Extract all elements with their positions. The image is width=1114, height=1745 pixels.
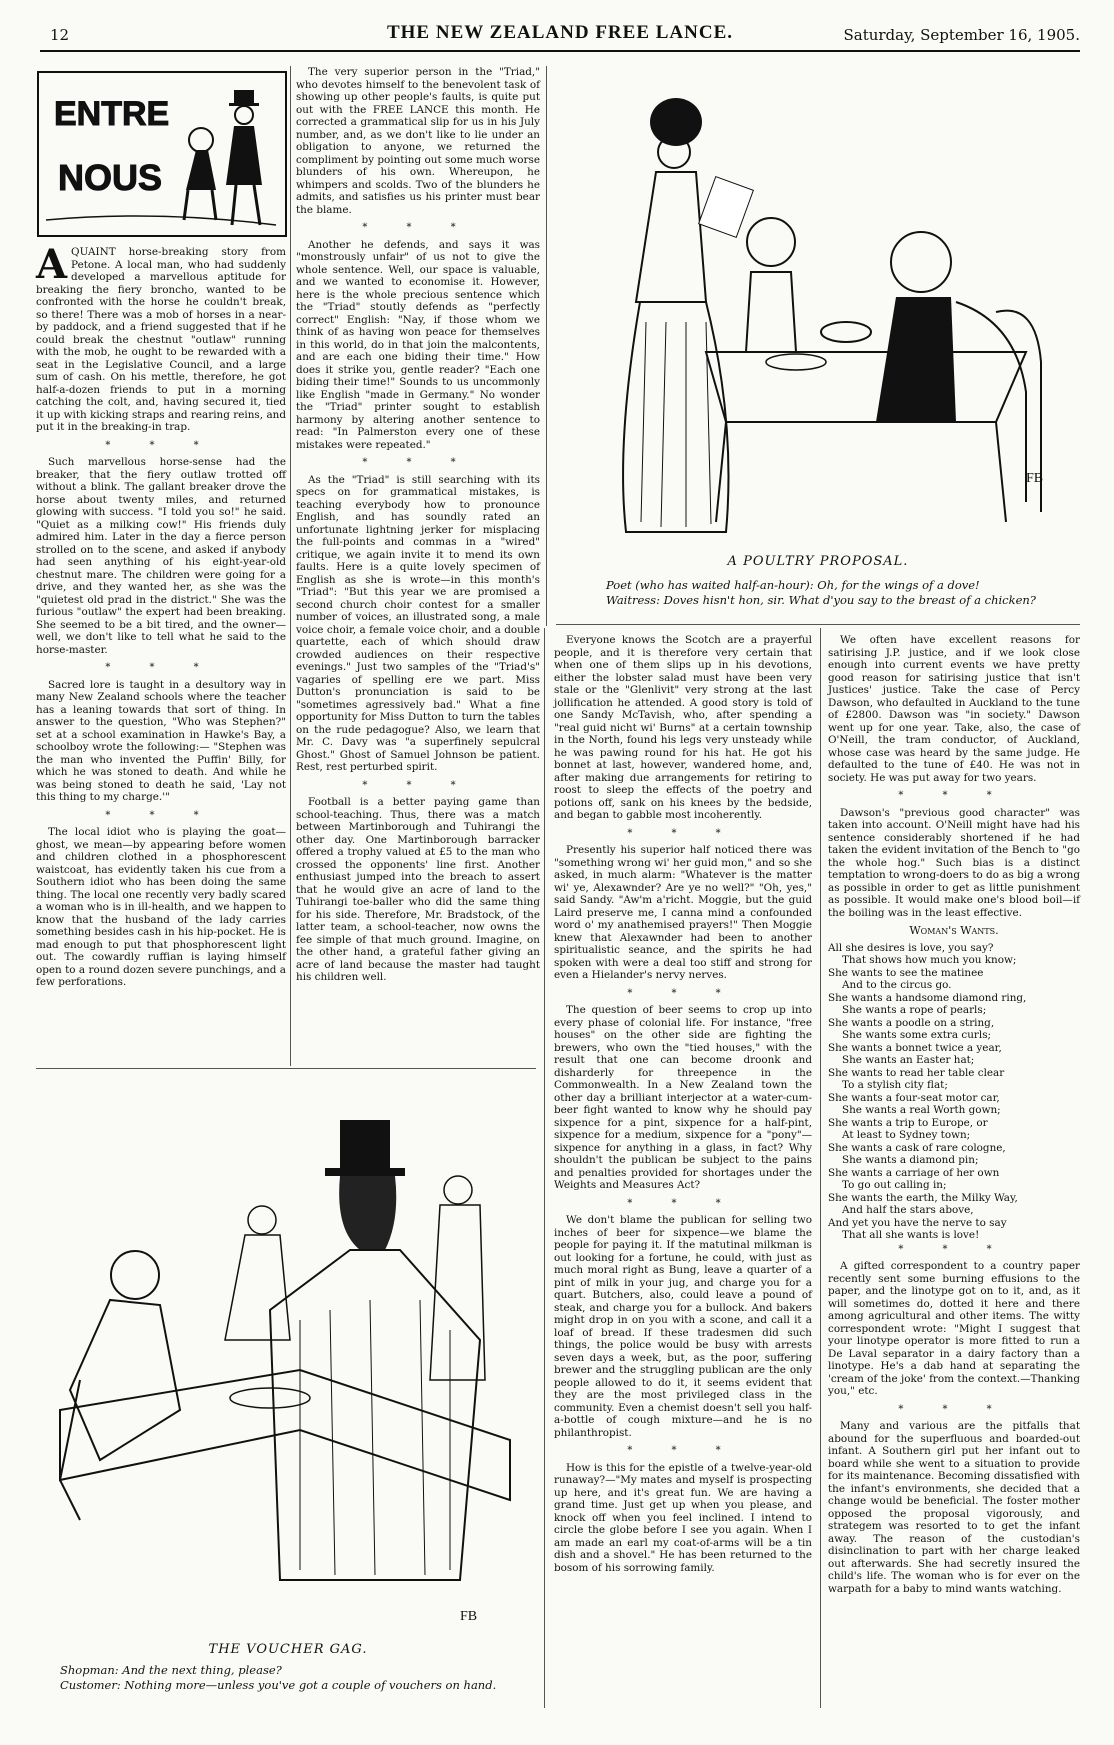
paragraph: Football is a better paying game than school-teaching. Thus, there was a match between Martinborough and Tuhirangi the other day. One Martinborough barracker offered a trophy valued at £5 to the man who crossed the opponents' line first. Another enthusiast jumped into the breach to assert that he would give an acre of land to the Tuhirangi toe-baller who did the same thing for his side. Therefore, Mr. Bradstock, of the latter team, a school-teacher, now owns the fee simple of that much ground. Imagine, on the other hand, a grateful father giving an acre of land because the master had taught his children well.	[296, 796, 540, 983]
paragraph: QUAINT horse-breaking story from Petone. A local man, who had suddenly developed a marvellous aptitude for breaking the fiery broncho, wanted to be confronted with the horse he couldn't break, so there! There was a mob of horses in a near-by paddock, and a friend suggested that if he could break the chestnut "outlaw" running with the mob, he ought to be rewarded with a seat in the Legislative Council, and a large sum of cash. On his mettle, therefore, he got half-a-dozen friends to put in a morning catching the colt, and, having secured it, tied it up with kicking straps and rearing reins, and put it in the breaking-in trap.	[36, 246, 286, 433]
dialogue-line: Waitress: Doves hisn't hon, sir. What d'you say to the breast of a chicken?	[606, 593, 1036, 607]
cartoon-title: THE VOUCHER GAG.	[208, 1642, 368, 1657]
cartoon-voucher-gag	[40, 1080, 536, 1640]
section-rule	[36, 1068, 536, 1069]
masthead-word-entre: ENTRE	[54, 95, 170, 133]
poem-line: That all she wants is love!	[842, 1229, 980, 1241]
poem-line: And yet you have the nerve to say	[828, 1216, 1007, 1229]
poem-line: She wants a carriage of her own	[828, 1166, 1000, 1179]
poem-line: She wants a cask of rare cologne,	[828, 1141, 1006, 1154]
masthead-illustration	[36, 70, 288, 238]
article-horse-breaking	[36, 241, 286, 434]
cartoon-illustration	[556, 62, 1080, 562]
column-rule	[544, 628, 545, 1708]
paragraph: How is this for the epistle of a twelve-year-old runaway?—"My mates and myself is prospecting up here, and it's great fun. We are having a grand time. Just get up when you please, and knock off when you feel inclined. I intend to circle the globe before I see you again. When I am made an earl my coat-of-arms will be a tin dish and a shovel." He has been returned to the bosom of his sorrowing family.	[554, 1461, 812, 1574]
section-divider: * * *	[105, 662, 217, 673]
poem-line: She wants to read her table clear	[828, 1066, 1005, 1079]
poem-line: At least to Sydney town;	[842, 1129, 971, 1141]
cartoon-illustration	[40, 1080, 536, 1640]
poem-title: Woman's Wants.	[909, 924, 999, 937]
paragraph: Such marvellous horse-sense had the breaker, that the fiery outlaw trotted off without a blink. The gallant breaker drove the horse about twenty miles, and returned glowing with success. "I told you so!" he said. "Quiet as a milking cow!" His friends duly admired him. Later in the day a fierce person strolled on to the scene, and asked if anybody had seen anything of his eight-year-old chestnut mare. The children were going for a drive, and they wanted her, as she was the "quietest old prad in the district." She was the furious "outlaw" the expert had been breaking. She seemed to be a bit tired, and the owner—well, we don't like to tell what he said to the horse-master.	[36, 456, 286, 656]
section-divider: * * *	[362, 779, 474, 791]
header-rule	[40, 50, 1080, 52]
cartoon-dialogue	[606, 578, 1076, 608]
section-divider: * * *	[627, 1197, 739, 1209]
poem-line: To go out calling in;	[842, 1179, 947, 1191]
section-divider: * * *	[898, 1243, 1010, 1255]
poem-line: And to the circus go.	[842, 979, 952, 991]
column-2	[296, 66, 540, 990]
svg-text:FB: FB	[460, 1609, 478, 1624]
section-divider: * * *	[627, 827, 739, 839]
section-divider: * * *	[898, 790, 1010, 801]
poem-line: She wants a diamond pin;	[842, 1154, 979, 1166]
poem-line: She wants a rope of pearls;	[842, 1004, 987, 1016]
poem-line: All she desires is love, you say?	[828, 941, 994, 954]
paragraph: A gifted correspondent to a country paper recently sent some burning effusions to the paper, and the linotype got on to it, and, as it will sometimes do, dotted it here and there among agricultural and other items. The witty correspondent wrote: "Might I suggest that your linotype operator is more fitted to run a De Laval separator in a dairy factory than a linotype. He's a dab hand at separating the 'cream of the joke' from the context.—Thanking you," etc.	[828, 1260, 1080, 1397]
section-divider: * * *	[627, 987, 739, 999]
paragraph: The local idiot who is playing the goat—ghost, we mean—by appearing before women and children clothed in a phosphorescent waistcoat, has evidently taken his cue from a Southern idiot who has been doing the same thing. The local one recently very badly scared a woman who is in ill-health, and we happen to know that the husband of the lady carries something besides cash in his hip-pocket. He is mad enough to put that phosphorescent light out. The cowardly ruffian is laying himself open to a round dozen severe punchings, and a few perforations.	[36, 826, 286, 988]
column-rule	[546, 66, 547, 626]
poem-line: To a stylish city flat;	[842, 1079, 948, 1091]
paragraph: Many and various are the pitfalls that abound for the superfluous and boarded-out infant. A Southern girl put her infant out to board while she went to a situation to provide for its maintenance. Becoming dissatisfied with the infant's environments, she decided that a change would be beneficial. The foster mother opposed the proposal vigorously, and strategem was resorted to to get the infant away. The reason of the custodian's disinclination to part with her charge leaked out afterwards. She had secretly insured the child's life. The woman who is for ever on the warpath for a baby to mind wants watching.	[828, 1420, 1080, 1595]
paragraph: The very superior person in the "Triad," who devotes himself to the benevolent task of showing up other people's faults, is quite put out with the FREE LANCE this month. He corrected a grammatical slip for us in his July number, and, as we don't like to lie under an obligation to anyone, we returned the compliment by pointing out some much worse blunders of his own. Whereupon, he whimpers and scolds. Two of the blunders he admits, and satisfies us his printer must bear the blame.	[296, 66, 540, 216]
section-divider: * * *	[105, 439, 217, 451]
poem-line: She wants a poodle on a string,	[828, 1016, 995, 1029]
poem-line: She wants an Easter hat;	[842, 1054, 975, 1066]
poem-line: She wants a handsome diamond ring,	[828, 991, 1027, 1004]
column-4	[828, 634, 1080, 1601]
section-rule	[556, 624, 1080, 625]
entre-nous-masthead	[36, 70, 288, 238]
paragraph: The question of beer seems to crop up into every phase of colonial life. For instance, "free houses" on the other side are fighting the brewers, who own the "tied houses," with the result that one can become droonk and disharderly for threepence in the Commonwealth. In a New Zealand town the other day a brilliant interjector at a water-cum-beer fight wanted to know why he should pay sixpence for a pint, sixpence for a half-pint, sixpence for a medium, sixpence for a "pony"—sixpence for anything in a glass, in fact? Why shouldn't the publican be subject to the pains and penalties provided for shortages under the Weights and Measures Act?	[554, 1004, 812, 1191]
paragraph: As the "Triad" is still searching with its specs on for grammatical mistakes, is teaching everybody how to pronounce English, and has soundly rated an unfortunate lightning jerker for misplacing the full-points and commas in a "wired" critique, we again invite it to mend its own faults. Here is a quite lovely specimen of English as she is wrote—in this month's "Triad": "But this year we are promised a second church choir contest for a smaller number of voices, an illustrated song, a male voice choir, a female voice choir, and a double quartette, each of which should draw crowded audiences on their respective evenings." Just two samples of the "Triad's" vagaries of spelling ere we part. Miss Dutton's pronunciation is said to be "sometimes agressively bad." What a fine opportunity for Miss Dutton to turn the tables on the rude pedagogue? Also, we learn that Mr. C. Davy was "a superfinely sepulcral Ghost." Ghost of Samuel Johnson be patient. Rest, rest perturbed spirit.	[296, 473, 540, 773]
section-divider: * * *	[627, 1445, 739, 1456]
paragraph: Dawson's "previous good character" was taken into account. O'Neill might have had his sentence considerably shortened if he had taken the evident invitation of the Bench to "go the whole hog." Such bias is a distinct temptation to wrong-doers to do as big a wrong as possible in order to get as little punishment as possible. It would make one's blood boil—if the boiling was in the least effective.	[828, 806, 1080, 919]
poem-line: She wants a four-seat motor car,	[828, 1091, 1000, 1104]
paragraph: Another he defends, and says it was "monstrously unfair" of us not to give the whole sentence. Well, our space is valuable, and we wanted to economise it. However, here is the whole precious sentence which the "Triad" stoutly defends as "perfectly correct" English: "Nay, if those whom we think of as having won peace for themselves in this world, do in that join the malcontents, and are each one biding their time." How does it strike you, gentle reader? "Each one biding their time!" Sounds to us uncommonly like English "made in Germany." No wonder the "Triad" printer sought to establish harmony by altering another sentence to read: "In Palmerston every one of these mistakes were repeated."	[296, 238, 540, 451]
paragraph: Sacred lore is taught in a desultory way in many New Zealand schools where the teacher has a leaning towards that sort of thing. In answer to the question, "Who was Stephen?" set at a school examination in Hawke's Bay, a schoolboy wrote the following:— "Stephen was the man who invented the Puffin' Billy, for which he was stoned to death. And while he was being stoned to death he said, 'Lay not this thing to my charge.'"	[36, 678, 286, 803]
poem-line: That shows how much you know;	[842, 954, 1017, 966]
dialogue-line: Customer: Nothing more—unless you've got a couple of vouchers on hand.	[60, 1678, 497, 1692]
cartoon-poultry-proposal	[556, 62, 1080, 569]
poem-line: She wants a real Worth gown;	[842, 1104, 1001, 1116]
cartoon-title: A POULTRY PROPOSAL.	[727, 554, 909, 569]
poem-womans-wants	[828, 942, 1080, 1242]
poem-line: She wants a bonnet twice a year,	[828, 1041, 1002, 1054]
section-divider: * * *	[898, 1403, 1010, 1415]
paragraph: Presently his superior half noticed there was "something wrong wi' her guid mon," and so she asked, in much alarm: "Whatever is the matter wi' ye, Alexawnder? Are ye no well?" "Oh, yes," said Sandy. "Aw'm a'richt. Moggie, but the guid Laird preserve me, I canna mind a confounded word o' my anathemised prayers!" Then Moggie knew that Alexawnder had been to another spiritualistic seance, and the spirits he had spoken with were a deal too stiff and strong for even a Hielander's nervy nerves.	[554, 844, 812, 981]
poem-line: She wants the earth, the Milky Way,	[828, 1191, 1018, 1204]
poem-line: She wants a trip to Europe, or	[828, 1116, 988, 1129]
column-3	[554, 634, 812, 1580]
dialogue-line: Shopman: And the next thing, please?	[60, 1663, 282, 1677]
paragraph: We don't blame the publican for selling two inches of beer for sixpence—we blame the people for paying it. If the matutinal milkman is out looking for a fortune, he could, with just as much moral right as Bung, leave a quarter of a pint of milk in your jug, and charge you for a quart. Butchers, also, could leave a pound of steak, and charge you for a bullock. And bakers might drop in on you with a scone, and call it a loaf of bread. If these tradesmen did such things, the police would be busy with arrests seven days a week, but, as the poor, suffering brewer and the struggling publican are the only people allowed to do it, it seems evident that they are the most privileged class in the community. Even a chemist doesn't sell you half-a-bottle of cough mixture—and he is no philanthropist.	[554, 1214, 812, 1439]
section-divider: * * *	[362, 222, 474, 233]
page-header	[40, 22, 1080, 52]
publication-title: THE NEW ZEALAND FREE LANCE.	[386, 22, 733, 43]
cartoon-caption	[40, 1642, 536, 1693]
svg-text:FB: FB	[1026, 471, 1044, 486]
dialogue-line: Poet (who has waited half-an-hour): Oh, for the wings of a dove!	[606, 578, 980, 592]
issue-date: Saturday, September 16, 1905.	[843, 26, 1080, 44]
dropcap: A	[36, 241, 68, 288]
section-divider: * * *	[362, 457, 474, 468]
column-rule	[290, 66, 291, 1066]
section-divider: * * *	[105, 809, 217, 821]
paragraph: We often have excellent reasons for satirising J.P. justice, and if we look close enough into current events we have pretty good reason for satirising justice that isn't Justices' justice. Take the case of Percy Dawson, who defaulted in Auckland to the tune of £2800. Dawson was "in society." Dawson went up for one year. Take, also, the case of O'Neill, the tram conductor, of Auckland, whose case was heard by the same judge. He defaulted to the tune of £40. He was not in society. He was put away for two years.	[828, 634, 1080, 784]
masthead-word-nous: NOUS	[58, 157, 163, 198]
poem-line: She wants some extra curls;	[842, 1029, 992, 1041]
column-1	[36, 241, 286, 995]
page-number: 12	[50, 26, 70, 44]
poem-line: She wants to see the matinee	[828, 966, 984, 979]
column-rule	[820, 628, 821, 1708]
paragraph: Everyone knows the Scotch are a prayerful people, and it is therefore very certain that when one of them slips up in his devotions, either the lobster salad must have been very stale or the "Glenlivit" very strong at the last jollification he attended. A good story is told of one Sandy McTavish, who, after spending a "real guid nicht wi' Burns" at a certain township in the North, found his legs very unsteady while he was pawing round for his hat. He got his bonnet at last, however, wandered home, and, after making due arrangements for retiring to roost to sleep the effects of the poetry and potions off, sank on his knees by the bedside, and began to gabble most incoherently.	[554, 634, 812, 821]
poem-line: And half the stars above,	[842, 1204, 974, 1216]
